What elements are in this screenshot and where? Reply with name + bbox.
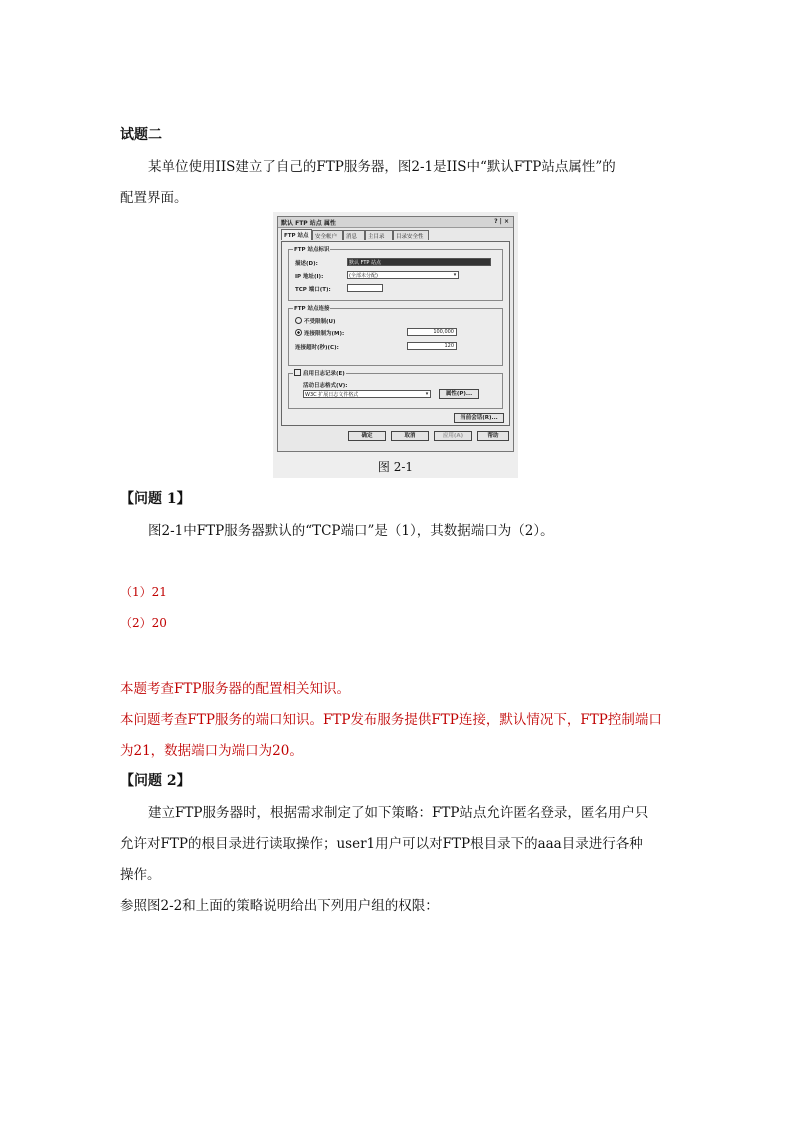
chevron-down-icon: ▾ [453, 272, 457, 278]
q1-analysis-1: 本题考查FTP服务器的配置相关知识。 [120, 681, 350, 697]
q2-line-4: 参照图2-2和上面的策略说明给出下列用户组的权限： [120, 898, 439, 914]
radio-unlimited[interactable] [295, 317, 336, 325]
intro-line-1: 某单位使用IIS建立了自己的FTP服务器，图2-1是IIS中“默认FTP站点属性”的 [148, 159, 616, 175]
dialog-title: 默认 FTP 站点 属性 [281, 220, 336, 227]
radio-selected-icon [295, 329, 302, 336]
figure-2-1 [273, 212, 518, 478]
group-site-identity-title: FTP 站点标识 [294, 247, 330, 253]
group-site-connections-title: FTP 站点连接 [294, 306, 330, 312]
log-checkbox[interactable] [293, 369, 346, 377]
port-label: TCP 端口(T): [295, 287, 331, 293]
ip-label: IP 地址(I): [295, 274, 324, 280]
radio-icon [295, 317, 302, 324]
timeout-input[interactable]: 120 [407, 342, 457, 350]
group-site-connections [288, 308, 503, 366]
chevron-down-icon: ▾ [425, 391, 429, 397]
desc-label: 描述(D): [295, 261, 318, 267]
tab-security-accounts[interactable]: 安全帐户 [312, 230, 343, 240]
tab-home-directory[interactable]: 主目录 [365, 230, 393, 240]
dialog-title-bar [278, 217, 513, 228]
properties-button[interactable]: 属性(P)... [439, 389, 479, 399]
q2-line-2: 允许对FTP的根目录进行读取操作；user1用户可以对FTP根目录下的aaa目录进行各种 [120, 836, 643, 852]
q1-analysis-2: 本问题考查FTP服务的端口知识。FTP发布服务提供FTP连接，默认情况下，FTP控制端口 [120, 712, 662, 728]
log-format-select[interactable] [303, 390, 431, 398]
cancel-button[interactable]: 取消 [391, 431, 429, 441]
section-heading: 试题二 [120, 127, 162, 143]
q1-text: 图2-1中FTP服务器默认的“TCP端口”是（1），其数据端口为（2）。 [148, 523, 554, 539]
timeout-label: 连接超时(秒)(C): [295, 345, 339, 351]
desc-input[interactable]: 默认 FTP 站点 [347, 258, 491, 266]
figure-caption: 图 2-1 [377, 460, 414, 474]
radio-limited-label: 连接限制为(M): [304, 331, 345, 337]
tab-directory-security[interactable]: 目录安全性 [393, 230, 429, 240]
intro-line-2: 配置界面。 [120, 190, 188, 206]
tab-messages[interactable]: 消息 [343, 230, 365, 240]
ftp-properties-dialog [277, 216, 514, 452]
log-format-value: W3C 扩展日志文件格式 [305, 392, 359, 398]
q1-answer-2: （2）20 [120, 616, 167, 630]
tab-panel [281, 241, 510, 426]
port-input[interactable] [347, 284, 383, 292]
apply-button[interactable]: 应用(A) [434, 431, 472, 441]
q1-analysis-3: 为21，数据端口为端口为20。 [120, 743, 303, 759]
q2-line-3: 操作。 [120, 867, 161, 883]
ip-select[interactable] [347, 271, 459, 279]
group-site-identity [288, 249, 503, 301]
current-sessions-button[interactable]: 当前会话(R)... [454, 413, 504, 423]
radio-limited[interactable] [295, 329, 344, 337]
q1-answer-1: （1）21 [120, 585, 167, 599]
dialog-title-buttons[interactable]: ? | × [494, 218, 509, 225]
limit-input[interactable]: 100,000 [407, 328, 457, 336]
q2-line-1: 建立FTP服务器时，根据需求制定了如下策略：FTP站点允许匿名登录，匿名用户只 [148, 805, 649, 821]
help-button[interactable]: 帮助 [477, 431, 509, 441]
tab-ftp-site[interactable]: FTP 站点 [281, 229, 312, 240]
radio-unlimited-label: 不受限制(U) [304, 319, 336, 325]
group-logging [288, 373, 503, 409]
q1-title: 【问题 1】 [120, 491, 191, 507]
log-checkbox-label: 启用日志记录(E) [303, 371, 345, 377]
q2-title: 【问题 2】 [120, 773, 191, 789]
log-format-label: 活动日志格式(V): [303, 383, 348, 389]
ok-button[interactable]: 确定 [348, 431, 386, 441]
checkbox-checked-icon [294, 369, 301, 376]
ip-select-value: (全部未分配) [349, 273, 378, 279]
